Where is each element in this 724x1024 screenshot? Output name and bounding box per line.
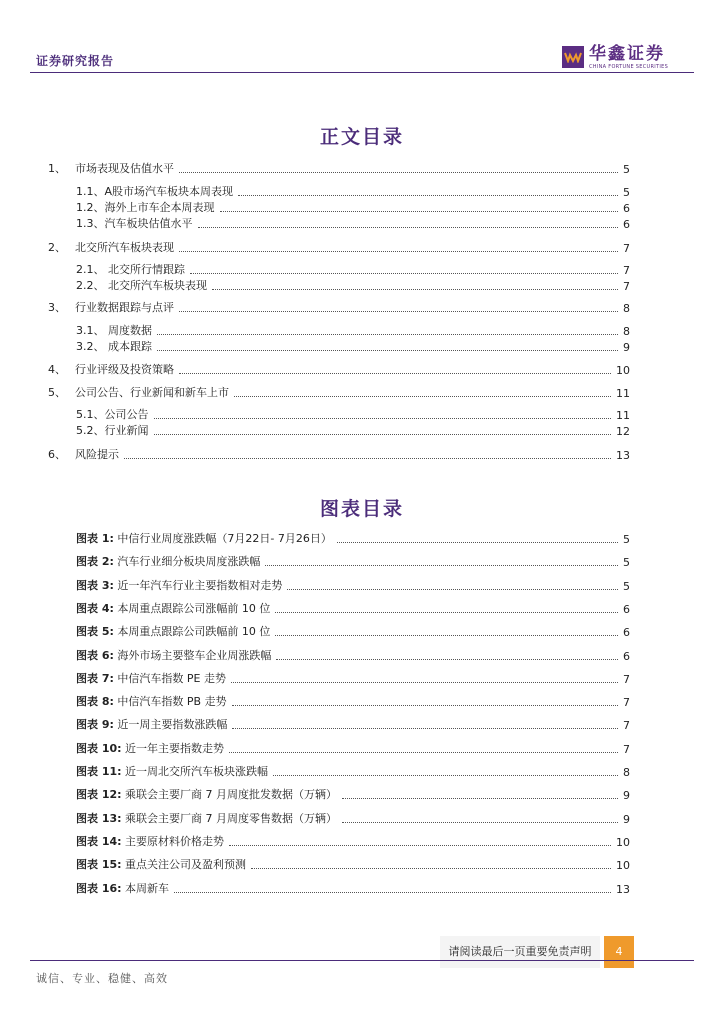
toc-entry-number: 5、 <box>48 386 66 399</box>
toc-section-entry[interactable] <box>76 216 630 232</box>
dot-leader <box>342 821 618 823</box>
dot-leader <box>232 727 618 729</box>
figure-caption: 主要原材料价格走势 <box>125 834 225 848</box>
figure-number: 图表 2: <box>76 555 114 569</box>
figure-entry[interactable] <box>76 787 630 803</box>
toc-entry-label: 公司公告、行业新闻和新车上市 <box>75 386 229 399</box>
figure-entry[interactable] <box>76 648 630 664</box>
figure-caption: 中信行业周度涨跌幅（7月22日- 7月26日） <box>117 532 332 545</box>
toc-entry-label: 5.1、公司公告 <box>76 408 149 421</box>
toc-entry-label: 5.2、行业新闻 <box>76 424 149 437</box>
toc-entry-page: 7 <box>623 264 630 277</box>
figure-entry-text <box>76 670 226 687</box>
header-divider <box>30 72 694 73</box>
figure-entry-page: 7 <box>623 719 630 733</box>
figure-entry-text <box>76 577 282 594</box>
dot-leader <box>157 333 618 335</box>
figure-entry-page: 13 <box>616 882 630 896</box>
figure-number: 图表 1: <box>76 532 114 545</box>
dot-leader <box>179 310 618 312</box>
dot-leader <box>231 681 618 683</box>
toc-entry-label: 行业评级及投资策略 <box>75 363 174 376</box>
toc-entry-page: 12 <box>616 425 630 438</box>
figure-entry[interactable] <box>76 624 630 640</box>
toc-entry-page: 6 <box>623 218 630 231</box>
toc-entry-page: 8 <box>623 302 630 315</box>
toc-entry-page: 11 <box>616 409 630 422</box>
toc-entry-label: 行业数据跟踪与点评 <box>75 301 174 314</box>
logo-mark-icon <box>562 46 584 68</box>
figure-caption: 近一周北交所汽车板块涨跌幅 <box>125 765 269 778</box>
figure-number: 图表 8: <box>76 695 114 709</box>
logo-chinese-name: 华鑫证券 <box>589 44 665 64</box>
toc-chapter-entry[interactable] <box>48 447 630 463</box>
figure-number: 图表 11: <box>76 765 122 778</box>
dot-leader <box>157 349 618 351</box>
figure-entry-page: 9 <box>623 789 630 803</box>
figure-caption: 重点关注公司及盈利预测 <box>125 858 247 872</box>
figure-caption: 汽车行业细分板块周度涨跌幅 <box>117 555 261 569</box>
figure-entry-text <box>76 647 271 664</box>
figure-number: 图表 12: <box>76 788 122 802</box>
figure-number: 图表 10: <box>76 741 122 755</box>
dot-leader <box>124 457 611 459</box>
figure-caption: 近一周主要指数涨跌幅 <box>117 718 228 732</box>
figure-caption: 本周重点跟踪公司涨幅前 10 位 <box>117 601 271 615</box>
figure-entry-text <box>76 530 332 547</box>
dot-leader <box>287 588 618 590</box>
toc-entry-number: 2、 <box>48 241 66 254</box>
dot-leader <box>275 634 618 636</box>
dot-leader <box>174 891 611 893</box>
toc-entry-page: 7 <box>623 280 630 293</box>
figure-entry-page: 6 <box>623 649 630 663</box>
figure-entry-page: 7 <box>623 742 630 756</box>
figure-entry[interactable] <box>76 601 630 617</box>
toc-entry-label: 北交所汽车板块表现 <box>75 241 174 254</box>
figure-entry[interactable] <box>76 741 630 757</box>
page-number-badge: 4 <box>604 936 634 968</box>
toc-entry-page: 7 <box>623 242 630 255</box>
figure-entry-text <box>76 623 270 640</box>
figure-entry-text <box>76 880 169 897</box>
toc-entry-page: 9 <box>623 341 630 354</box>
toc-entry-number: 1、 <box>48 162 66 175</box>
figure-entry[interactable] <box>76 717 630 733</box>
dot-leader <box>234 395 611 397</box>
figure-entry[interactable] <box>76 531 630 547</box>
figure-entry-text <box>76 716 227 733</box>
company-logo <box>562 45 668 70</box>
dot-leader <box>212 288 618 290</box>
footer-motto: 诚信、专业、稳健、高效 <box>36 972 168 985</box>
toc-entry-page: 10 <box>616 364 630 377</box>
dot-leader <box>179 250 618 252</box>
figure-entry-text <box>76 740 224 757</box>
figure-caption: 乘联会主要厂商 7 月周度批发数据（万辆） <box>125 788 338 802</box>
figure-caption: 近一年汽车行业主要指数相对走势 <box>117 578 283 592</box>
figure-entry-page: 5 <box>623 556 630 570</box>
dot-leader <box>229 844 611 846</box>
toc-entry-label: 2.2、 北交所汽车板块表现 <box>76 279 207 292</box>
figure-entry[interactable] <box>76 554 630 570</box>
toc-section-entry[interactable] <box>76 339 630 355</box>
toc-chapter-entry[interactable] <box>48 240 630 256</box>
figure-number: 图表 14: <box>76 834 122 848</box>
logo-english-name: CHINA FORTUNE SECURITIES <box>589 64 669 70</box>
figure-entry-text <box>76 553 260 570</box>
dot-leader <box>275 611 618 613</box>
figure-caption: 近一年主要指数走势 <box>125 741 225 755</box>
toc-entry-label: 1.1、A股市场汽车板块本周表现 <box>76 185 234 198</box>
figure-caption: 本周新车 <box>125 881 170 895</box>
dot-leader <box>273 774 618 776</box>
figure-number: 图表 6: <box>76 648 114 662</box>
figure-entry[interactable] <box>76 834 630 850</box>
figure-entry-text <box>76 693 227 710</box>
toc-section-entry[interactable] <box>76 423 630 439</box>
figure-entry[interactable] <box>76 671 630 687</box>
figure-number: 图表 5: <box>76 625 114 639</box>
figure-caption: 中信汽车指数 PB 走势 <box>117 695 227 709</box>
dot-leader <box>190 272 618 274</box>
figure-entry-text <box>76 763 268 780</box>
toc-entry-label: 2.1、 北交所行情跟踪 <box>76 263 185 276</box>
figure-number: 图表 16: <box>76 881 122 895</box>
dot-leader <box>154 417 612 419</box>
figure-entry-page: 6 <box>623 602 630 616</box>
figure-caption: 中信汽车指数 PE 走势 <box>117 671 226 685</box>
figure-entry-page: 10 <box>616 835 630 849</box>
toc-title: 正文目录 <box>319 126 404 148</box>
toc-entry-number: 4、 <box>48 363 66 376</box>
toc-entry-page: 8 <box>623 325 630 338</box>
toc-section-entry[interactable] <box>76 323 630 339</box>
footer-divider <box>30 960 694 961</box>
figure-entry[interactable] <box>76 881 630 897</box>
toc-entry-label: 3.1、 周度数据 <box>76 324 152 337</box>
toc-entry-label: 风险提示 <box>75 448 119 461</box>
figure-entry[interactable] <box>76 578 630 594</box>
figure-number: 图表 7: <box>76 671 114 685</box>
toc-entry-page: 11 <box>616 387 630 400</box>
dot-leader <box>232 704 618 706</box>
figure-number: 图表 9: <box>76 718 114 732</box>
toc-chapter-entry[interactable] <box>48 385 630 401</box>
toc-entry-number: 6、 <box>48 448 66 461</box>
toc-entry-page: 13 <box>616 449 630 462</box>
toc-entry-label: 1.3、汽车板块估值水平 <box>76 217 193 230</box>
toc-chapter-entry[interactable] <box>48 362 630 378</box>
figure-caption: 本周重点跟踪公司跌幅前 10 位 <box>117 625 271 639</box>
figure-number: 图表 15: <box>76 858 122 872</box>
figure-entry-page: 9 <box>623 812 630 826</box>
toc-entry-label: 1.2、海外上市车企本周表现 <box>76 201 215 214</box>
figure-number: 图表 4: <box>76 601 114 615</box>
toc-entry-number: 3、 <box>48 301 66 314</box>
toc-entry-page: 5 <box>623 186 630 199</box>
toc-section-entry[interactable] <box>76 407 630 423</box>
figure-entry-page: 7 <box>623 696 630 710</box>
dot-leader <box>337 541 618 543</box>
figure-entry-page: 10 <box>616 859 630 873</box>
figure-entry[interactable] <box>76 694 630 710</box>
toc-entry-page: 6 <box>623 202 630 215</box>
figure-entry-page: 5 <box>623 579 630 593</box>
dot-leader <box>220 210 619 212</box>
dot-leader <box>154 433 612 435</box>
toc-section-entry[interactable] <box>76 184 630 200</box>
figure-entry-text <box>76 810 337 827</box>
toc-section-entry[interactable] <box>76 278 630 294</box>
dot-leader <box>265 564 618 566</box>
figure-entry-text <box>76 600 270 617</box>
report-type-label: 证券研究报告 <box>36 54 115 68</box>
figure-list-title: 图表目录 <box>319 498 404 520</box>
dot-leader <box>179 171 618 173</box>
toc-chapter-entry[interactable] <box>48 161 630 177</box>
figure-entry[interactable] <box>76 811 630 827</box>
figure-caption: 乘联会主要厂商 7 月周度零售数据（万辆） <box>125 811 338 825</box>
toc-chapter-entry[interactable] <box>48 300 630 316</box>
toc-section-entry[interactable] <box>76 200 630 216</box>
figure-entry-page: 5 <box>623 533 630 546</box>
figure-entry-text <box>76 833 224 850</box>
dot-leader <box>179 372 611 374</box>
figure-entry[interactable] <box>76 764 630 780</box>
figure-entry-page: 6 <box>623 626 630 640</box>
figure-entry-page: 7 <box>623 672 630 686</box>
figure-caption: 海外市场主要整车企业周涨跌幅 <box>117 648 272 662</box>
toc-section-entry[interactable] <box>76 262 630 278</box>
dot-leader <box>251 867 611 869</box>
figure-entry-text <box>76 856 246 873</box>
dot-leader <box>229 751 618 753</box>
dot-leader <box>276 658 618 660</box>
figure-entry-page: 8 <box>623 766 630 779</box>
dot-leader <box>238 194 618 196</box>
toc-entry-label: 市场表现及估值水平 <box>75 162 174 175</box>
dot-leader <box>342 797 618 799</box>
figure-entry[interactable] <box>76 857 630 873</box>
toc-entry-label: 3.2、 成本跟踪 <box>76 340 152 353</box>
figure-number: 图表 3: <box>76 578 114 592</box>
figure-number: 图表 13: <box>76 811 122 825</box>
dot-leader <box>198 226 619 228</box>
toc-entry-page: 5 <box>623 163 630 176</box>
figure-entry-text <box>76 786 337 803</box>
disclaimer-note: 请阅读最后一页重要免责声明 <box>440 936 600 968</box>
